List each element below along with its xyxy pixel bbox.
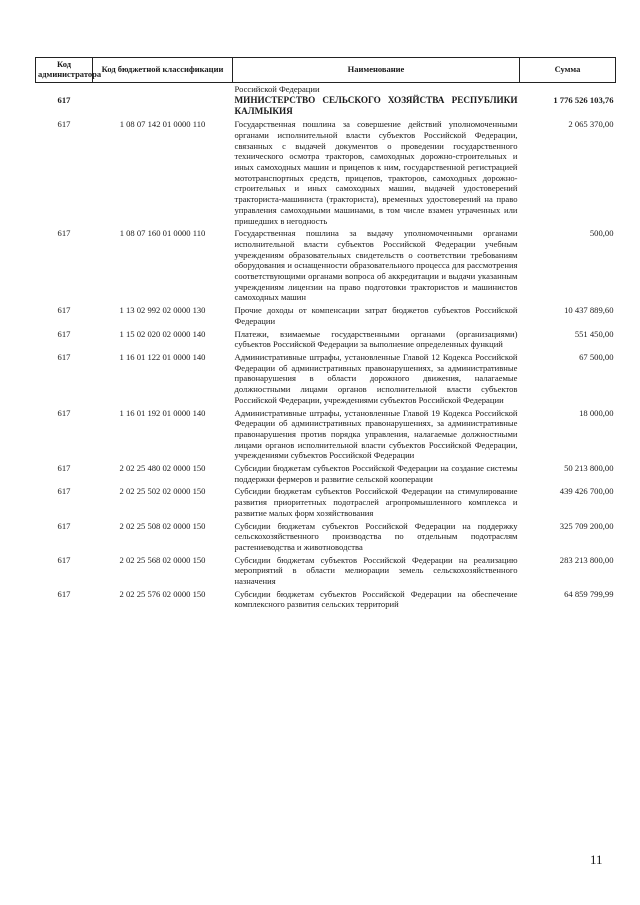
- carryover-row: [36, 82, 616, 95]
- ministry-admin: 617: [57, 95, 71, 106]
- sum-cell: 551 450,00: [574, 328, 614, 339]
- sum-cell: 67 500,00: [579, 352, 614, 362]
- document-page: [35, 57, 615, 612]
- admin-cell: 617: [57, 588, 71, 599]
- code-cell: 2 02 25 568 02 0000 150: [119, 554, 206, 565]
- sum-cell: 283 213 800,00: [559, 554, 614, 565]
- table-row: [36, 329, 616, 352]
- carryover-text: Российской Федерации: [234, 83, 320, 94]
- code-cell: 2 02 25 508 02 0000 150: [119, 520, 206, 531]
- table-row: [36, 408, 616, 464]
- name-cell: Административные штрафы, установленные Главой 12 Кодекса Российской Федерации об административных правонарушениях, за административные правонарушения в области дорожного движения, налагаемые должностными лицами органов исполнительной власти субъектов Российской Федерации, учреждениями субъектов Российской Федерации: [234, 352, 518, 405]
- code-cell: 1 08 07 160 01 0000 110: [119, 228, 206, 239]
- table-row: [36, 589, 616, 612]
- code-cell: 2 02 25 502 02 0000 150: [119, 486, 206, 497]
- sum-cell: 439 426 700,00: [559, 486, 614, 497]
- table-row: [36, 463, 616, 486]
- admin-cell: 617: [57, 463, 71, 474]
- code-cell: 1 16 01 122 01 0000 140: [119, 352, 206, 362]
- header-code: Код бюджетной классификации: [93, 58, 233, 83]
- table-row: [36, 555, 616, 589]
- name-cell: Платежи, взимаемые государственными органами (организациями) субъектов Российской Федерации за выполнение определенных функций: [234, 328, 518, 350]
- name-cell: Субсидии бюджетам субъектов Российской Федерации на реализацию мероприятий в области мелиорации земель сельскохозяйственного назначения: [234, 554, 518, 587]
- name-cell: Государственная пошлина за совершение действий уполномоченными органами исполнительной власти субъектов Российской Федерации, связанных с выдачей документов о проведении государственного технического осмотра тракторов, самоходных дорожно-строительных и иных самоходных машин и прицепов к ним, государственной регистрацией мототранспортных средств, прицепов, тракторов, самоходных дорожно-строительных и иных самоходных машин, выдачей удостоверений тракториста-машиниста (тракториста), временных удостоверений на право управления самоходными машинами, в том числе взамен утраченных или пришедших в негодность: [234, 119, 518, 226]
- name-cell: Прочие доходы от компенсации затрат бюджетов субъектов Российской Федерации: [234, 305, 518, 326]
- name-cell: Субсидии бюджетам субъектов Российской Федерации на обеспечение комплексного развития сельских территорий: [234, 588, 518, 610]
- code-cell: 2 02 25 480 02 0000 150: [119, 463, 206, 474]
- admin-cell: 617: [57, 407, 71, 418]
- page-number: 11: [590, 852, 603, 867]
- sum-cell: 64 859 799,99: [564, 588, 614, 599]
- admin-cell: 617: [57, 228, 71, 239]
- table-row: [36, 486, 616, 520]
- sum-cell: 18 000,00: [579, 407, 614, 418]
- table-row: [36, 119, 616, 228]
- admin-cell: 617: [57, 520, 71, 531]
- admin-cell: 617: [57, 328, 71, 339]
- header-sum: Сумма: [520, 58, 616, 83]
- ministry-name: МИНИСТЕРСТВО СЕЛЬСКОГО ХОЗЯЙСТВА РЕСПУБЛИКИ КАЛМЫКИЯ: [234, 95, 518, 117]
- sum-cell: 50 213 800,00: [564, 463, 614, 474]
- table-row: [36, 352, 616, 408]
- code-cell: 1 16 01 192 01 0000 140: [119, 407, 206, 418]
- admin-cell: 617: [57, 486, 71, 497]
- header-name: Наименование: [233, 58, 520, 83]
- sum-cell: 2 065 370,00: [568, 119, 614, 130]
- table-row: [36, 521, 616, 555]
- header-admin: Код администратора: [36, 58, 93, 83]
- admin-cell: 617: [57, 305, 71, 316]
- ministry-sum: 1 776 526 103,76: [553, 95, 614, 106]
- table-header-row: [36, 58, 616, 83]
- table-row: [36, 228, 616, 305]
- code-cell: 1 13 02 992 02 0000 130: [119, 305, 206, 316]
- sum-cell: 325 709 200,00: [559, 520, 614, 531]
- table-row: [36, 305, 616, 328]
- admin-cell: 617: [57, 352, 71, 362]
- name-cell: Субсидии бюджетам субъектов Российской Федерации на поддержку сельскохозяйственного производства по отдельным подотраслям растениеводства и животноводства: [234, 520, 518, 552]
- name-cell: Государственная пошлина за выдачу уполномоченными органами исполнительной власти субъектов Российской Федерации учебным учреждениям образовательных свидетельств о соответствии требованиям оборудования и оснащенности образовательного процесса для рассмотрения соответствующими органами вопроса об аккредитации и выдачи указанным учреждениям лицензии на право подготовки трактористов и машинистов самоходных машин: [234, 228, 518, 303]
- admin-cell: 617: [57, 554, 71, 565]
- sum-cell: 10 437 889,60: [564, 305, 614, 316]
- code-cell: 2 02 25 576 02 0000 150: [119, 588, 206, 599]
- ministry-row: [36, 95, 616, 119]
- revenue-table: [35, 57, 616, 612]
- code-cell: 1 15 02 020 02 0000 140: [119, 328, 206, 339]
- code-cell: 1 08 07 142 01 0000 110: [119, 119, 206, 130]
- name-cell: Административные штрафы, установленные Главой 19 Кодекса Российской Федерации об административных правонарушениях, за административные правонарушения против порядка управления, налагаемые должностными лицами органов исполнительной власти субъектов Российской Федерации, учреждениями субъектов Российской Федерации: [234, 407, 518, 461]
- name-cell: Субсидии бюджетам субъектов Российской Федерации на стимулирование развития приоритетных подотраслей агропромышленного комплекса и развитие малых форм хозяйствования: [234, 486, 518, 518]
- admin-cell: 617: [57, 119, 71, 130]
- name-cell: Субсидии бюджетам субъектов Российской Федерации на создание системы поддержки фермеров и развитие сельской кооперации: [234, 463, 518, 484]
- sum-cell: 500,00: [589, 228, 614, 239]
